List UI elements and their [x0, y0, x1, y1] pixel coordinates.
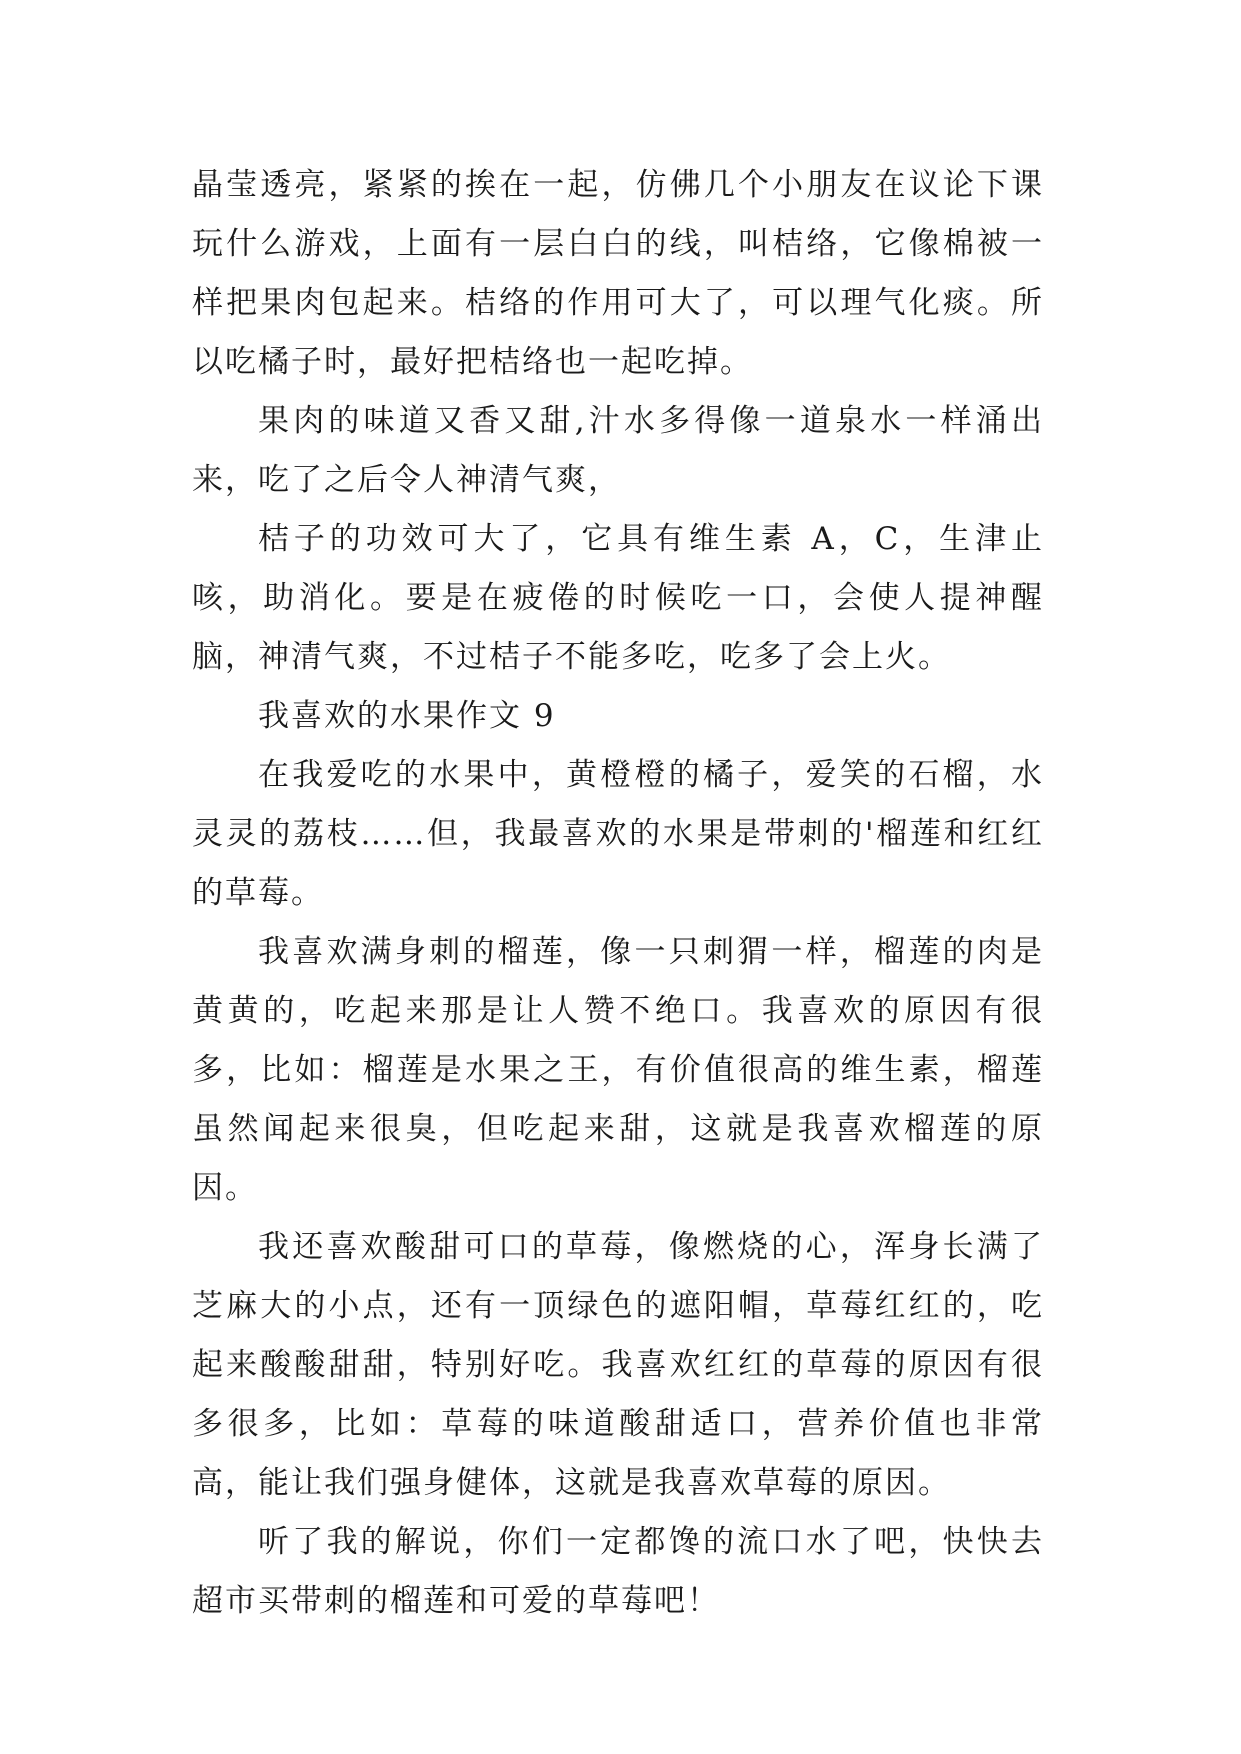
document-body [192, 156, 1044, 1631]
paragraph: 听了我的解说，你们一定都馋的流口水了吧，快快去超市买带刺的榴莲和可爱的草莓吧！ [192, 1524, 1044, 1619]
paragraph: 我还喜欢酸甜可口的草莓，像燃烧的心，浑身长满了芝麻大的小点，还有一顶绿色的遮阳帽，草莓红红的，吃起来酸酸甜甜，特别好吃。我喜欢红红的草莓的原因有很多很多，比如：草莓的味道酸甜适口，营养价值也非常高，能让我们强身健体，这就是我喜欢草莓的原因。 [192, 1229, 1044, 1501]
paragraph: 我喜欢满身刺的榴莲，像一只刺猬一样，榴莲的肉是黄黄的，吃起来那是让人赞不绝口。我喜欢的原因有很多，比如：榴莲是水果之王，有价值很高的维生素，榴莲虽然闻起来很臭，但吃起来甜，这就是我喜欢榴莲的原因。 [192, 934, 1044, 1206]
essay-heading: 我喜欢的水果作文 9 [258, 698, 556, 734]
paragraph: 在我爱吃的水果中，黄橙橙的橘子，爱笑的石榴，水灵灵的荔枝……但，我最喜欢的水果是带刺的'榴莲和红红的草莓。 [192, 757, 1044, 911]
paragraph-continued: 晶莹透亮，紧紧的挨在一起，仿佛几个小朋友在议论下课玩什么游戏，上面有一层白白的线，叫桔络，它像棉被一样把果肉包起来。桔络的作用可大了，可以理气化痰。所以吃橘子时，最好把桔络也一起吃掉。 [192, 167, 1044, 380]
paragraph: 桔子的功效可大了，它具有维生素 A，C，生津止咳，助消化。要是在疲倦的时候吃一口，会使人提神醒脑，神清气爽，不过桔子不能多吃，吃多了会上火。 [192, 521, 1044, 675]
paragraph: 果肉的味道又香又甜,汁水多得像一道泉水一样涌出来，吃了之后令人神清气爽， [192, 403, 1044, 498]
